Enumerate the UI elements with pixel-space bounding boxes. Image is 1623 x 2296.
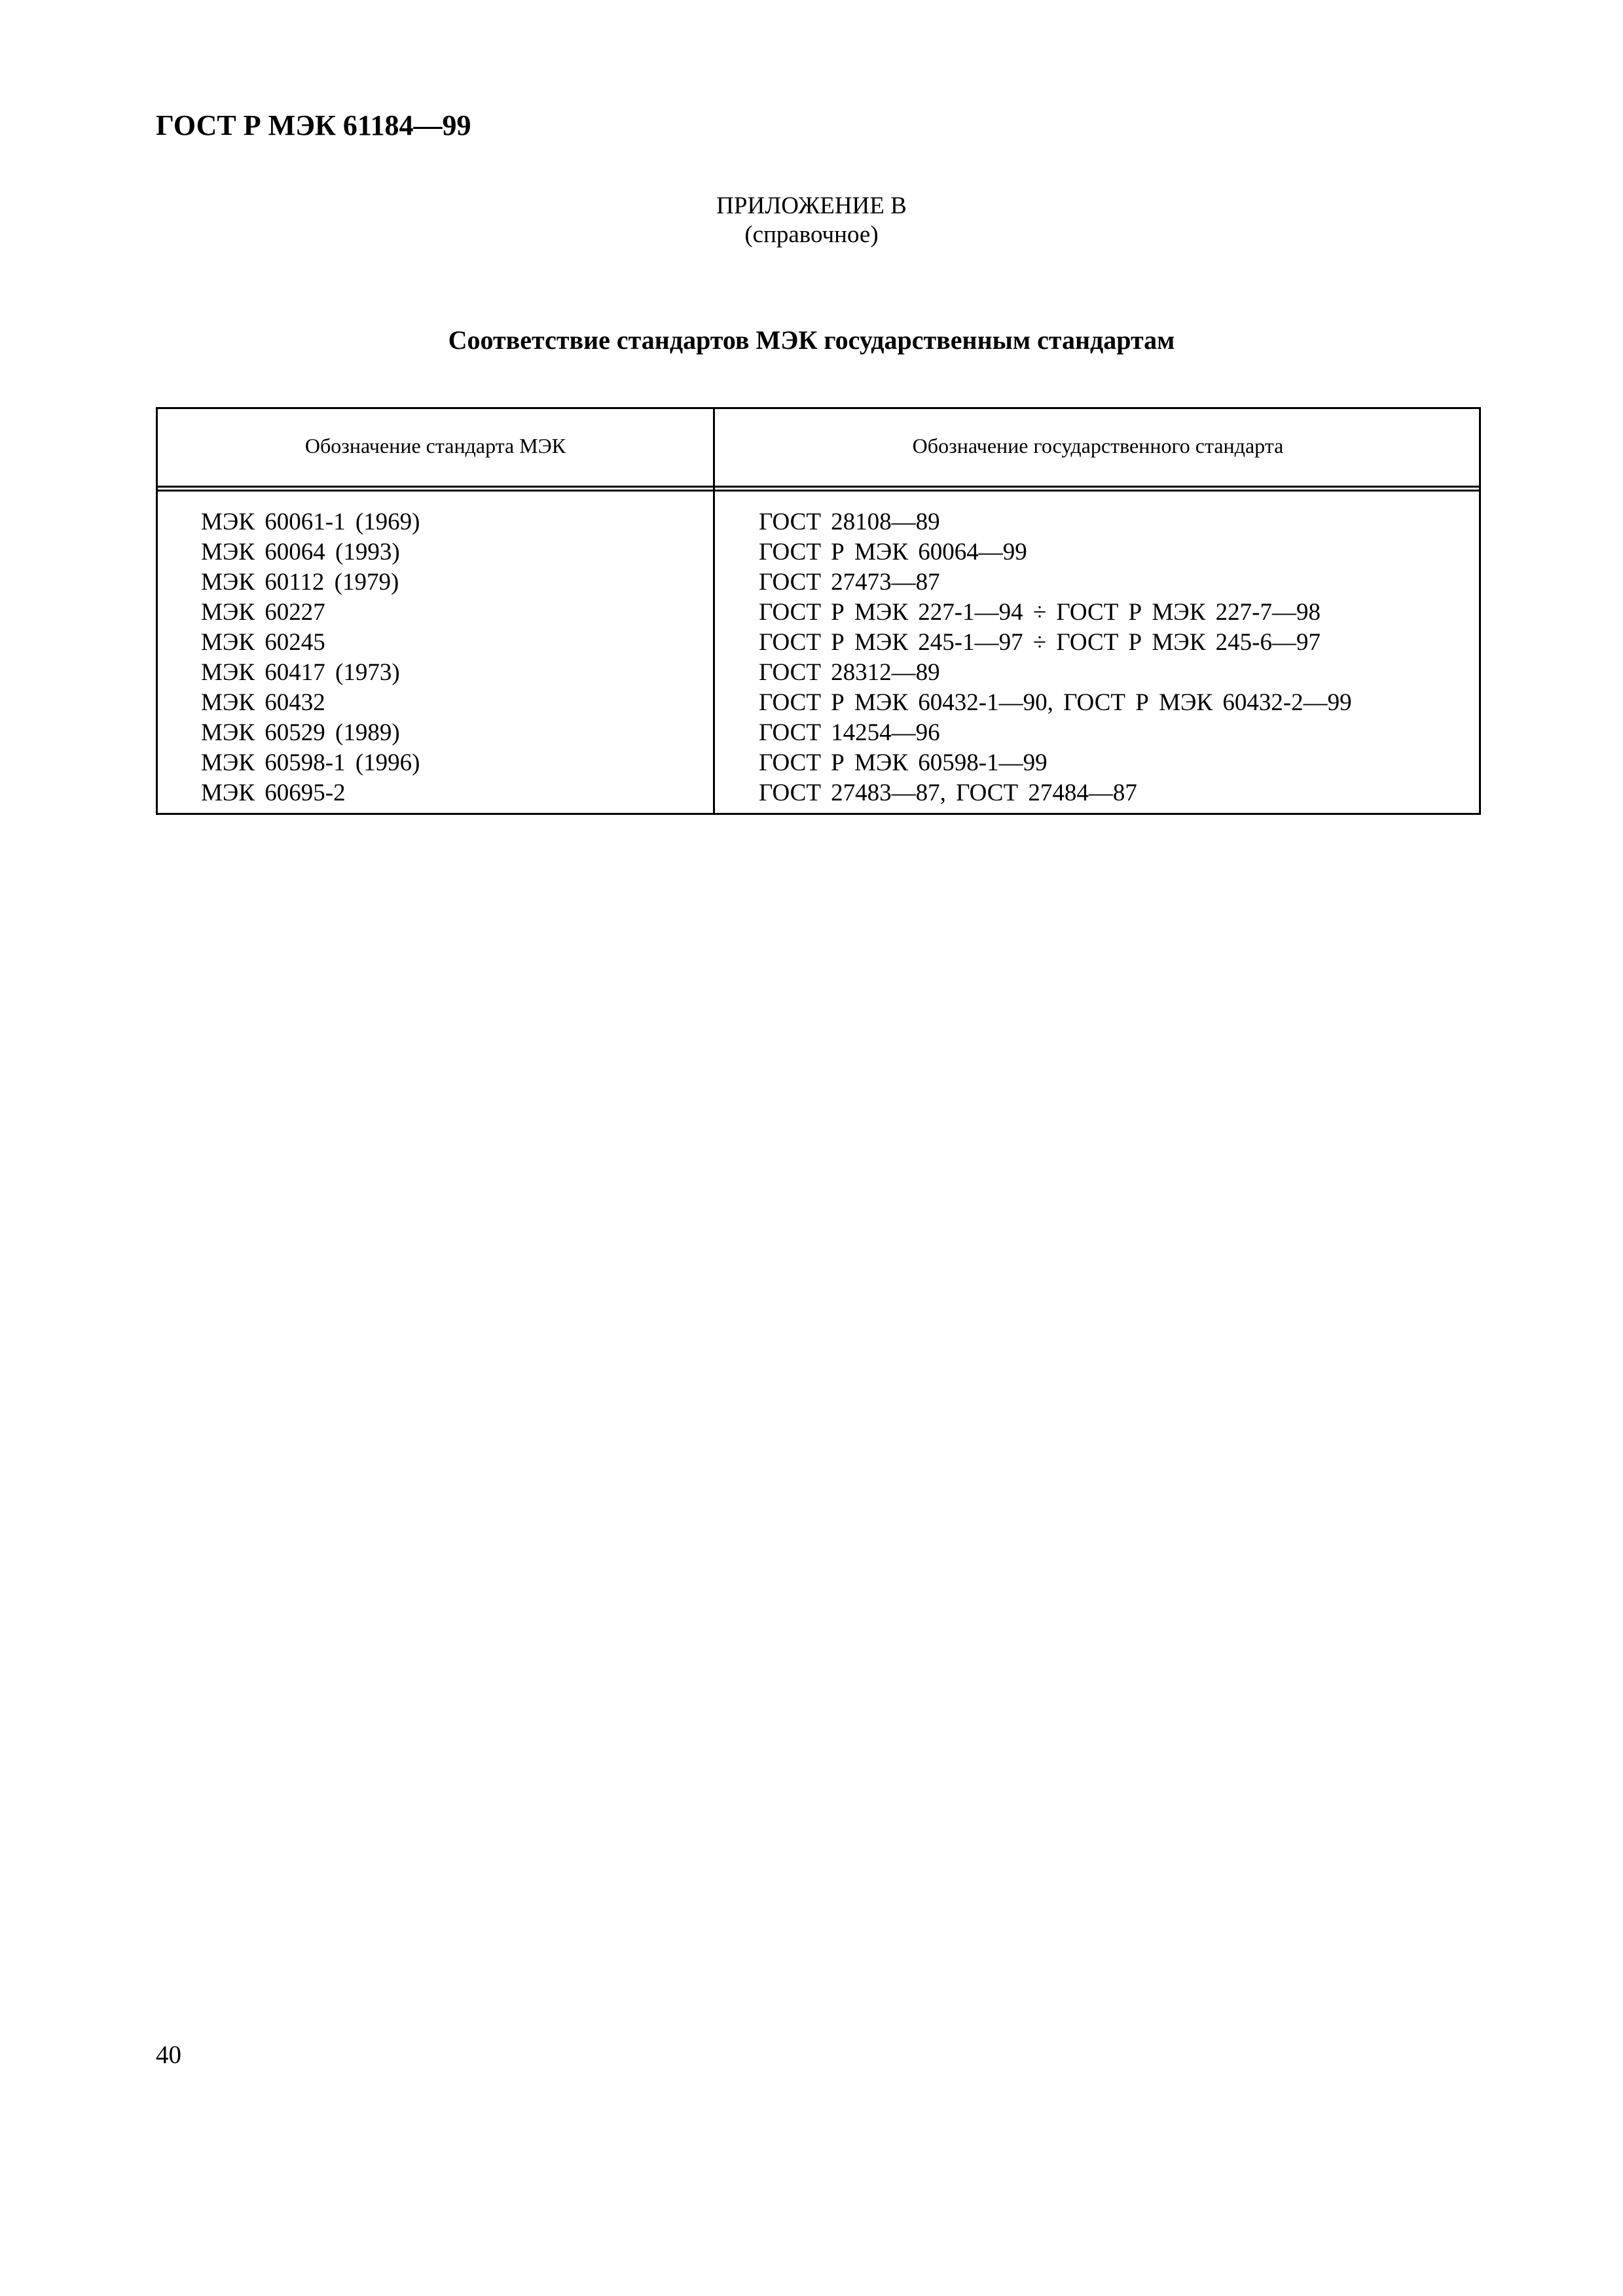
column-header-gost: Обозначение государственного стандарта [912, 434, 1284, 457]
gost-standard-list [759, 507, 1352, 808]
iec-standard-list [201, 507, 420, 808]
iec-standard-cell: МЭК 60245 [201, 629, 325, 656]
page-number: 40 [156, 2041, 181, 2069]
gost-standard-cell: ГОСТ 27483—87, ГОСТ 27484—87 [759, 780, 1137, 806]
gost-standard-cell: ГОСТ 28312—89 [759, 659, 940, 686]
iec-standard-cell: МЭК 60432 [201, 689, 325, 716]
gost-standard-cell: ГОСТ Р МЭК 60064—99 [759, 539, 1027, 565]
gost-standard-cell: ГОСТ Р МЭК 60432-1—90, ГОСТ Р МЭК 60432-2—99 [759, 689, 1352, 716]
appendix-title: ПРИЛОЖЕНИЕ В [716, 192, 907, 219]
iec-standard-cell: МЭК 60227 [201, 599, 325, 626]
gost-standard-cell: ГОСТ 27473—87 [759, 569, 940, 596]
iec-standard-cell: МЭК 60529 (1989) [201, 719, 400, 746]
gost-standard-cell: ГОСТ 28108—89 [759, 509, 940, 535]
column-divider [713, 409, 715, 813]
iec-standard-cell: МЭК 60061-1 (1969) [201, 509, 420, 535]
gost-standard-cell: ГОСТ Р МЭК 60598-1—99 [759, 749, 1048, 776]
gost-standard-cell: ГОСТ 14254—96 [759, 719, 940, 746]
iec-standard-cell: МЭК 60598-1 (1996) [201, 749, 420, 776]
correspondence-table [156, 407, 1481, 815]
iec-standard-cell: МЭК 60064 (1993) [201, 539, 400, 565]
document-code: ГОСТ Р МЭК 61184—99 [156, 109, 471, 141]
appendix-kind: (справочное) [744, 221, 879, 248]
column-header-iec: Обозначение стандарта МЭК [304, 434, 566, 457]
iec-standard-cell: МЭК 60695-2 [201, 780, 346, 806]
iec-standard-cell: МЭК 60112 (1979) [201, 569, 399, 596]
gost-standard-cell: ГОСТ Р МЭК 245-1—97 ÷ ГОСТ Р МЭК 245-6—97 [759, 629, 1321, 656]
gost-standard-cell: ГОСТ Р МЭК 227-1—94 ÷ ГОСТ Р МЭК 227-7—98 [759, 599, 1321, 626]
iec-standard-cell: МЭК 60417 (1973) [201, 659, 400, 686]
header-divider [158, 486, 1479, 492]
table-title: Соответствие стандартов МЭК государственным стандартам [448, 325, 1175, 355]
